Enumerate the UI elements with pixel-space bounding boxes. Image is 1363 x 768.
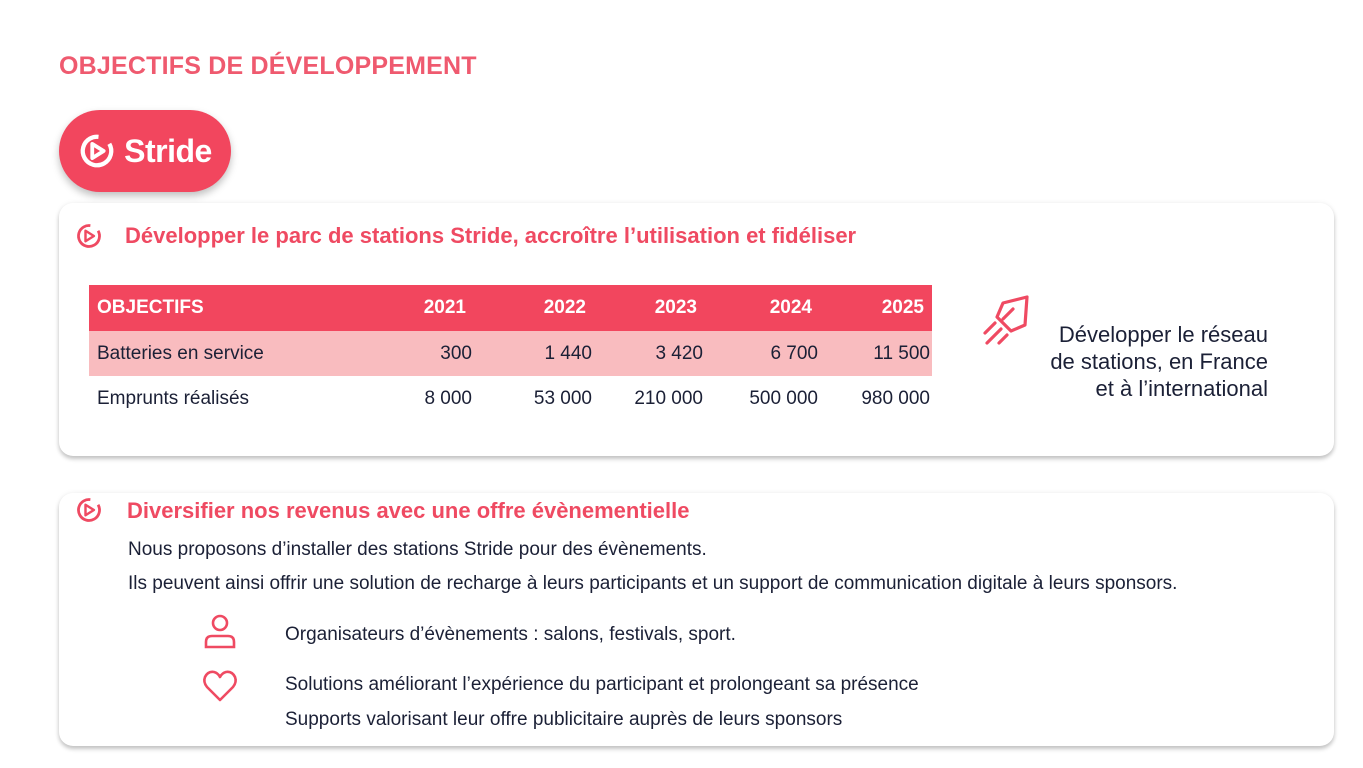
item-text: Supports valorisant leur offre publicitaire auprès de leurs sponsors [285, 709, 843, 730]
table-cell: 8 000 [424, 387, 472, 409]
table-header: 2022 [474, 285, 594, 331]
table-header: 2021 [379, 285, 474, 331]
events-card [59, 493, 1334, 746]
objectives-table [89, 285, 932, 421]
table-cell: 1 440 [474, 331, 594, 376]
stations-card [59, 203, 1334, 456]
stride-play-icon [75, 222, 103, 250]
logo-text: Stride [124, 132, 212, 169]
table-row [89, 331, 932, 376]
table-cell: 500 000 [749, 387, 818, 409]
table-header: 2025 [820, 285, 932, 331]
table-cell: 980 000 [861, 387, 930, 409]
section-title: Développer le parc de stations Stride, accroître l’utilisation et fidéliser [125, 223, 857, 248]
item-text: Organisateurs d’évènements : salons, festivals, sport. [285, 624, 736, 645]
page-title: OBJECTIFS DE DÉVELOPPEMENT [59, 52, 477, 80]
network-goal-line: de stations, en France [1050, 349, 1268, 374]
table-cell: 210 000 [634, 387, 703, 409]
table-header-row [89, 285, 932, 331]
stride-logo-icon [78, 132, 116, 170]
table-cell: 3 420 [594, 331, 705, 376]
table-header: 2024 [705, 285, 820, 331]
paragraph: Ils peuvent ainsi offrir une solution de recharge à leurs participants et un support de communication digitale à leurs sponsors. [128, 573, 1178, 594]
table-row [89, 376, 932, 421]
network-goal-line: Développer le réseau [1058, 322, 1268, 347]
rocket-icon [979, 293, 1035, 349]
network-goal-line: et à l’international [1095, 376, 1268, 401]
item-text: Solutions améliorant l’expérience du participant et prolongeant sa présence [285, 674, 919, 695]
stride-play-icon [75, 496, 103, 524]
paragraph: Nous proposons d’installer des stations Stride pour des évènements. [128, 539, 707, 560]
table-cell: 6 700 [705, 331, 820, 376]
table-cell: Emprunts réalisés [97, 387, 250, 409]
table-cell: Batteries en service [89, 331, 379, 376]
stride-logo [59, 110, 231, 192]
table-header: OBJECTIFS [89, 285, 379, 331]
section-title: Diversifier nos revenus avec une offre évènementielle [127, 498, 690, 523]
table-header: 2023 [594, 285, 705, 331]
table-cell: 53 000 [533, 387, 592, 409]
network-goal-text [1050, 321, 1268, 402]
table-cell: 300 [379, 331, 474, 376]
heart-icon [201, 667, 239, 705]
table-cell: 11 500 [820, 331, 932, 376]
person-icon [201, 612, 239, 650]
